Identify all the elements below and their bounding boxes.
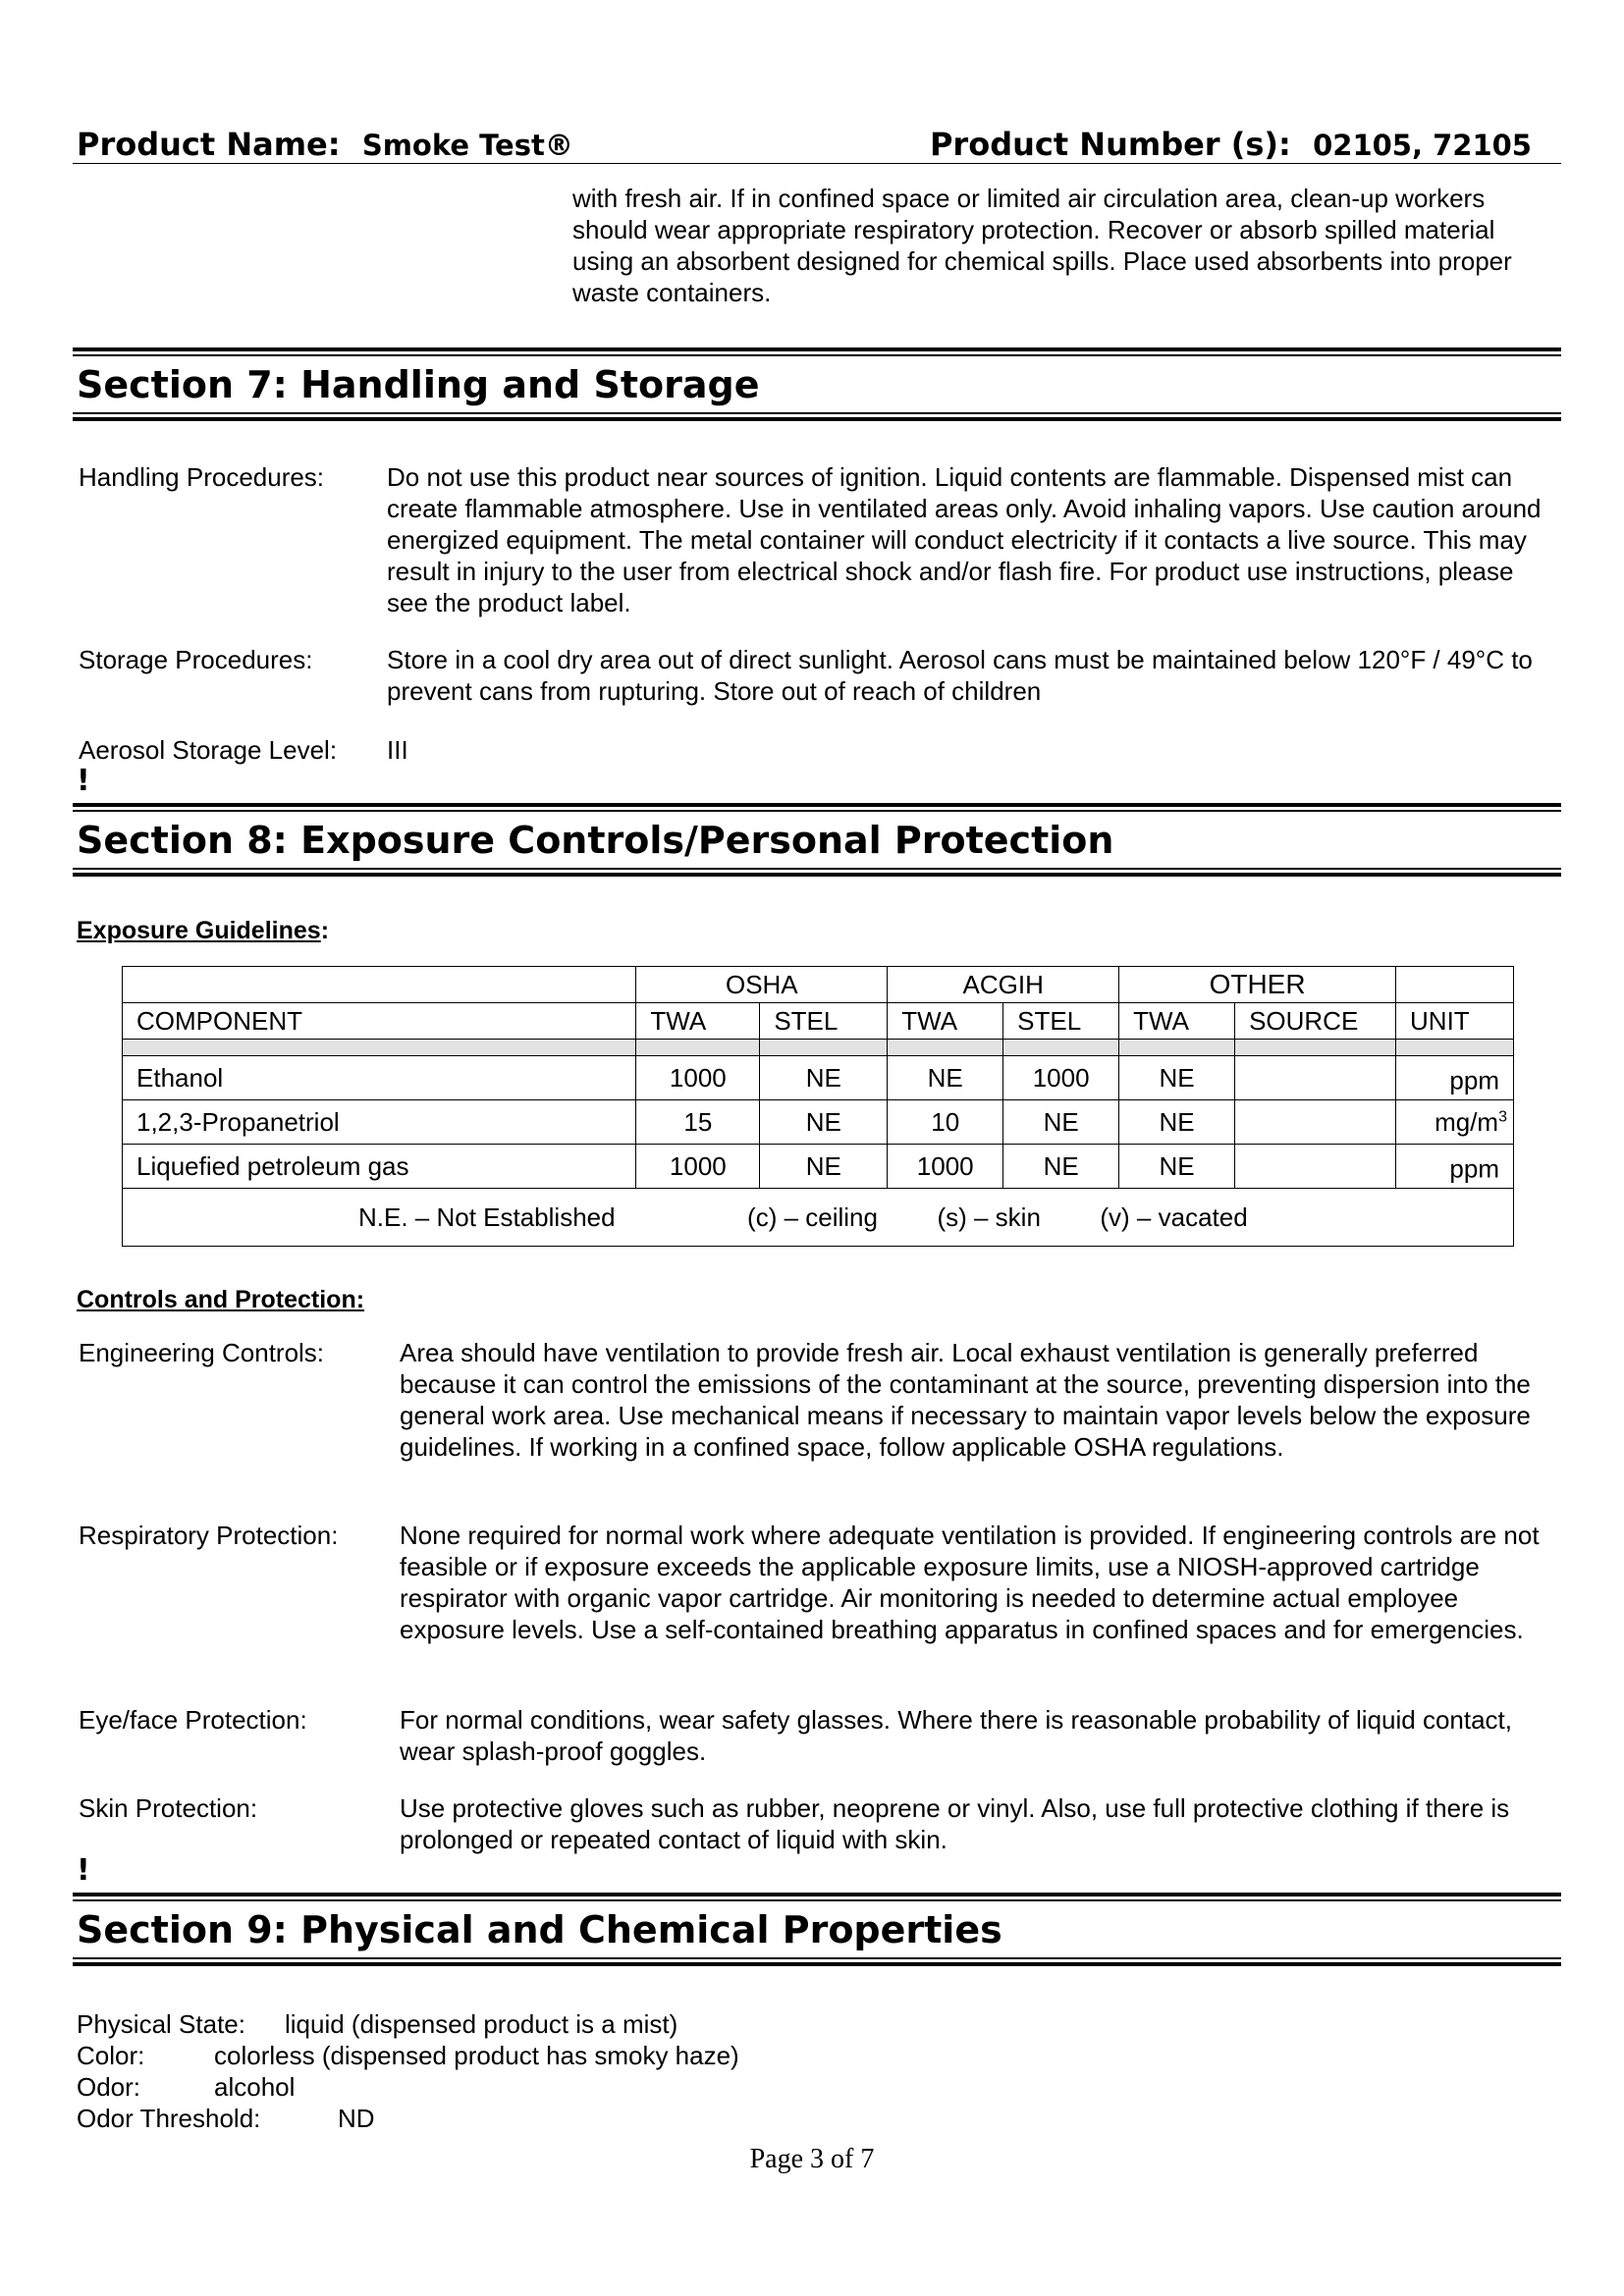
table-row <box>123 1056 1514 1100</box>
skin-label: Skin Protection: <box>79 1793 258 1823</box>
property-value: colorless (dispensed product has smoky haze) <box>214 2041 739 2070</box>
property-label: Odor Threshold: <box>77 2104 261 2133</box>
cell-osha-stel: NE <box>760 1145 888 1189</box>
page-number: Page 3 of 7 <box>749 2144 875 2174</box>
property-value: liquid (dispensed product is a mist) <box>284 2009 678 2039</box>
cell-acgih-twa: NE <box>888 1056 1003 1100</box>
section7-title: Section 7: Handling and Storage <box>77 363 760 406</box>
cell-source <box>1235 1100 1396 1145</box>
property-color <box>77 2040 739 2071</box>
col-osha-twa: TWA <box>636 1003 760 1040</box>
section-rule-bottom <box>73 868 1561 870</box>
aerosol-label: Aerosol Storage Level: <box>79 735 338 765</box>
cell-unit <box>1396 1056 1514 1100</box>
property-value: ND <box>338 2104 375 2133</box>
table-row <box>123 1100 1514 1145</box>
property-label: Color: <box>77 2041 145 2070</box>
legend-skin: (s) – skin <box>937 1201 1041 1232</box>
legend-ceiling: (c) – ceiling <box>747 1201 878 1232</box>
col-acgih-twa: TWA <box>888 1003 1003 1040</box>
exposure-heading-colon: : <box>320 917 330 944</box>
respiratory-text: None required for normal work where adequate ventilation is provided. If engineering controls are not feasible or if exposure exceeds the applicable exposure limits, use a NIOSH-approved cartridge respirator with organic vapor cartridge. Air monitoring is needed to determine actual employee exposure levels. Use a self-contained breathing apparatus in confined spaces and for emergencies. <box>400 1521 1540 1644</box>
property-value: alcohol <box>214 2072 296 2102</box>
cell-unit <box>1396 1145 1514 1189</box>
group-other: OTHER <box>1119 967 1396 1003</box>
storage-label: Storage Procedures: <box>79 645 313 674</box>
engineering-label: Engineering Controls: <box>79 1338 325 1367</box>
property-label: Physical State: <box>77 2009 245 2039</box>
col-component: COMPONENT <box>123 1003 636 1040</box>
property-physical-state <box>77 2008 677 2040</box>
engineering-text: Area should have ventilation to provide fresh air. Local exhaust ventilation is generally preferred because it can control the emissions of the contaminant at the source, preventing dispersion into the general work area. Use mechanical means if necessary to maintain vapor levels below the exposure guidelines. If working in a confined space, follow applicable OSHA regulations. <box>400 1338 1531 1462</box>
table-row <box>123 1145 1514 1189</box>
continued-text: with fresh air. If in confined space or limited air circulation area, clean-up workers should wear appropriate respiratory protection. Recover or absorb spilled material using an absorbent designed for chemical spills. Place used absorbents into proper waste containers. <box>572 184 1512 307</box>
section-rule-top <box>73 347 1561 351</box>
table-legend <box>123 1189 1514 1247</box>
legend-vacated: (v) – vacated <box>1100 1201 1248 1232</box>
cell-other-twa: NE <box>1119 1056 1235 1100</box>
cell-acgih-twa: 10 <box>888 1100 1003 1145</box>
controls-heading: Controls and Protection: <box>77 1286 365 1313</box>
cell-acgih-stel: NE <box>1003 1145 1119 1189</box>
table-header-row <box>123 1003 1514 1040</box>
unit-sup: 3 <box>1498 1107 1507 1125</box>
legend-not-established: N.E. – Not Established <box>358 1201 616 1232</box>
handling-label: Handling Procedures: <box>79 462 325 492</box>
header-rule <box>73 163 1561 164</box>
section-rule-bottom <box>73 412 1561 414</box>
eyeface-label: Eye/face Protection: <box>79 1705 307 1735</box>
exposure-heading-text: Exposure Guidelines <box>77 917 321 944</box>
product-name <box>77 126 573 163</box>
cell-osha-twa: 1000 <box>636 1145 760 1189</box>
cell-other-twa: NE <box>1119 1100 1235 1145</box>
product-name-label: Product Name: <box>77 126 341 163</box>
property-label: Odor: <box>77 2072 141 2102</box>
cell-osha-twa: 15 <box>636 1100 760 1145</box>
unit-text: ppm <box>1449 1153 1499 1184</box>
table-group-row <box>123 967 1514 1003</box>
section-rule-bottom <box>73 1957 1561 1959</box>
cell-other-twa: NE <box>1119 1145 1235 1189</box>
product-number-value: 02105, 72105 <box>1313 129 1532 162</box>
unit-text: ppm <box>1449 1065 1499 1095</box>
warning-mark: ! <box>77 1853 90 1888</box>
section-rule-top <box>73 1893 1561 1896</box>
col-acgih-stel: STEL <box>1003 1003 1119 1040</box>
col-unit: UNIT <box>1396 1003 1514 1040</box>
product-name-value: Smoke Test® <box>361 129 573 162</box>
cell-acgih-twa: 1000 <box>888 1145 1003 1189</box>
cell-acgih-stel: NE <box>1003 1100 1119 1145</box>
aerosol-value: III <box>387 735 408 765</box>
table-spacer-row <box>123 1040 1514 1056</box>
skin-text: Use protective gloves such as rubber, neoprene or vinyl. Also, use full protective clothing if there is prolonged or repeated contact of liquid with skin. <box>400 1793 1510 1854</box>
col-other-twa: TWA <box>1119 1003 1235 1040</box>
cell-osha-stel: NE <box>760 1056 888 1100</box>
group-acgih: ACGIH <box>888 967 1119 1003</box>
section-rule-top <box>73 803 1561 807</box>
handling-text: Do not use this product near sources of ignition. Liquid contents are flammable. Dispensed mist can create flammable atmosphere. Use in ventilated areas only. Avoid inhaling vapors. Use caution around energized equipment. The metal container will conduct electricity if it contacts a live source. This may result in injury to the user from electrical shock and/or flash fire. For product use instructions, please see the product label. <box>387 462 1542 617</box>
storage-text: Store in a cool dry area out of direct sunlight. Aerosol cans must be maintained below 120°F / 49°C to prevent cans from rupturing. Store out of reach of children <box>387 645 1533 706</box>
section9-title: Section 9: Physical and Chemical Properties <box>77 1908 1002 1951</box>
eyeface-text: For normal conditions, wear safety glasses. Where there is reasonable probability of liquid contact, wear splash-proof goggles. <box>400 1705 1513 1766</box>
unit-text: mg/m <box>1435 1106 1499 1137</box>
cell-source <box>1235 1056 1396 1100</box>
product-number <box>930 126 1532 163</box>
section8-title: Section 8: Exposure Controls/Personal Protection <box>77 819 1114 862</box>
table-cell <box>123 967 636 1003</box>
exposure-guidelines-heading <box>77 917 329 945</box>
col-osha-stel: STEL <box>760 1003 888 1040</box>
exposure-table <box>122 966 1514 1247</box>
cell-osha-twa: 1000 <box>636 1056 760 1100</box>
cell-unit <box>1396 1100 1514 1145</box>
group-osha: OSHA <box>636 967 888 1003</box>
col-source: SOURCE <box>1235 1003 1396 1040</box>
cell-component: 1,2,3-Propanetriol <box>123 1100 636 1145</box>
respiratory-label: Respiratory Protection: <box>79 1521 339 1550</box>
property-odor <box>77 2071 295 2103</box>
table-cell <box>1396 967 1514 1003</box>
cell-component: Liquefied petroleum gas <box>123 1145 636 1189</box>
cell-source <box>1235 1145 1396 1189</box>
cell-osha-stel: NE <box>760 1100 888 1145</box>
property-odor-threshold <box>77 2103 375 2134</box>
table-legend-row <box>123 1189 1514 1247</box>
warning-mark: ! <box>77 764 90 798</box>
cell-acgih-stel: 1000 <box>1003 1056 1119 1100</box>
cell-component: Ethanol <box>123 1056 636 1100</box>
product-number-label: Product Number (s): <box>929 126 1291 163</box>
